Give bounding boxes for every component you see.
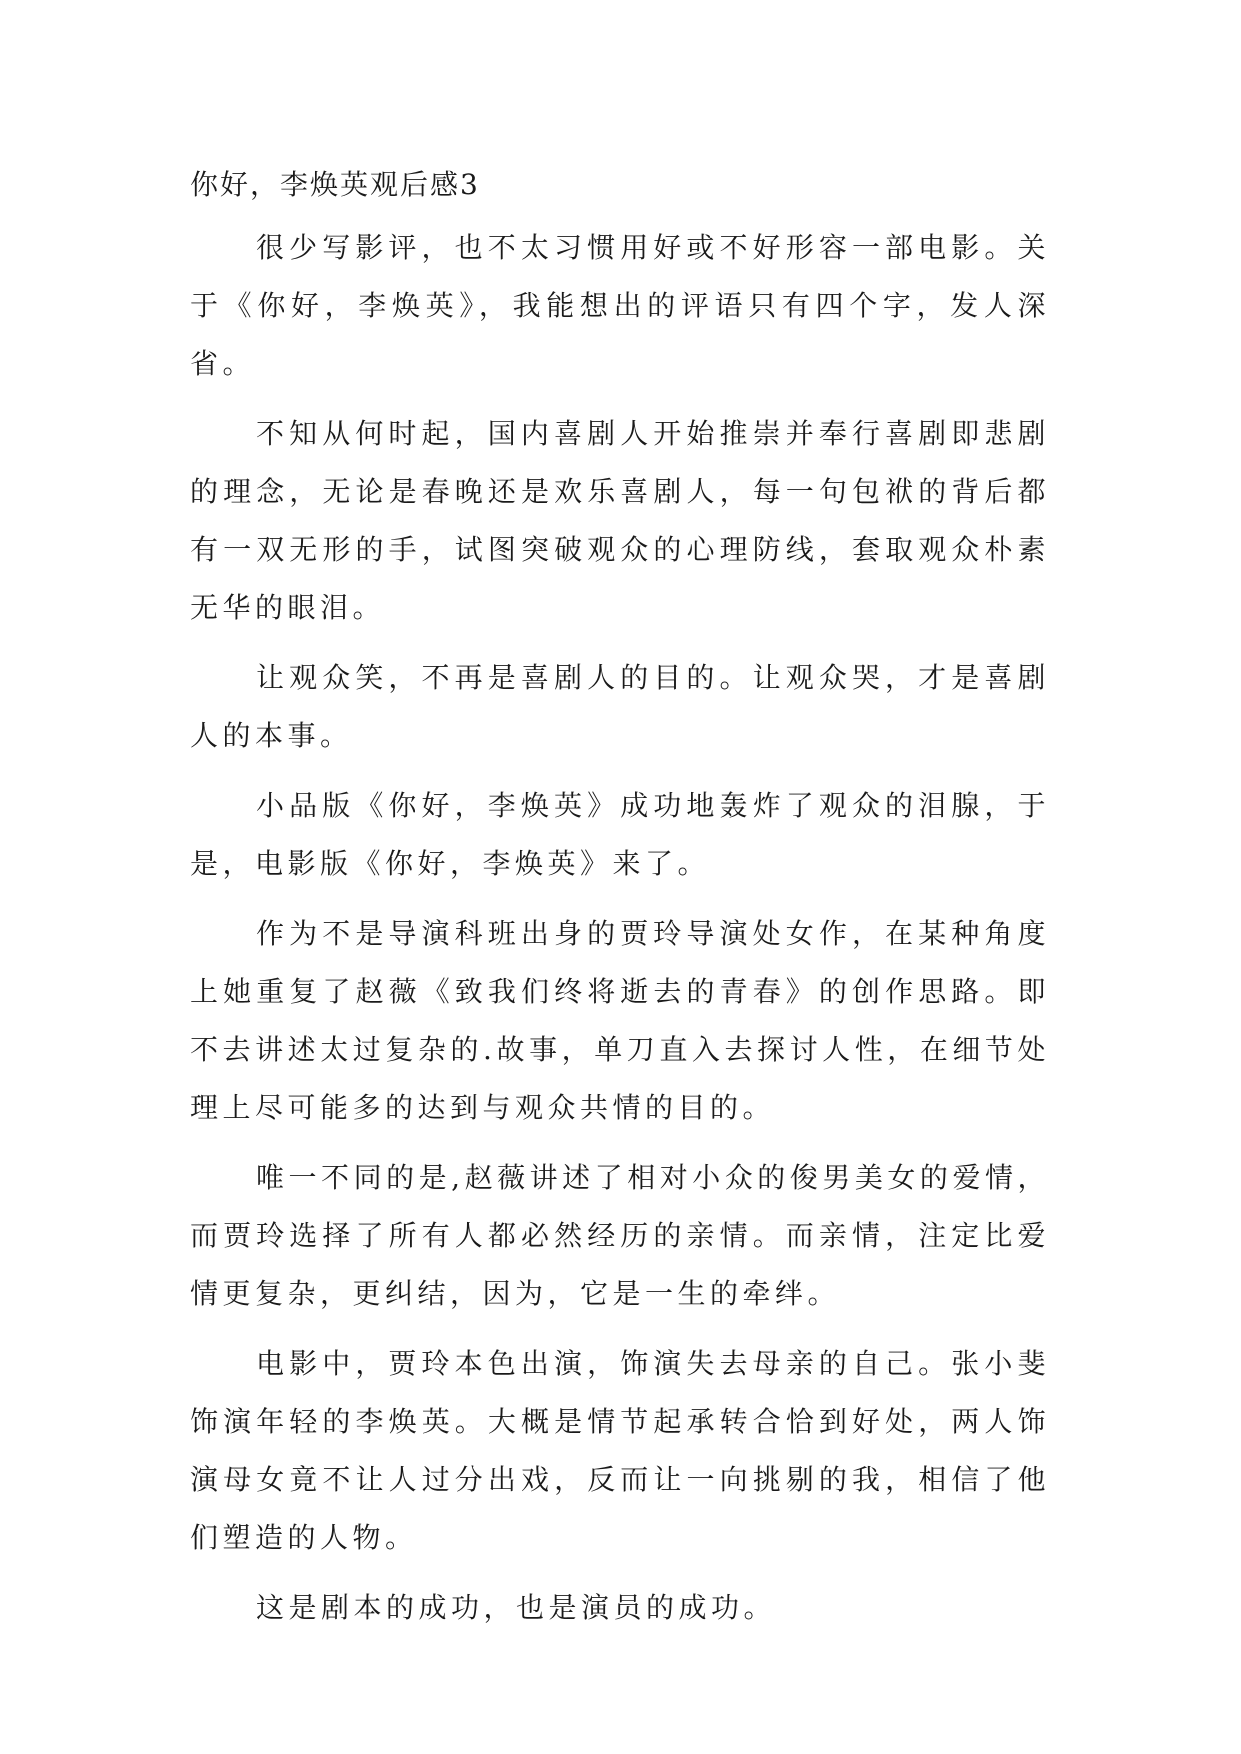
paragraph-5: 作为不是导演科班出身的贾玲导演处女作，在某种角度上她重复了赵薇《致我们终将逝去的青春》的创作思路。即不去讲述太过复杂的.故事，单刀直入去探讨人性，在细节处理上尽可能多的达到与观众共情的目的。 xyxy=(190,917,1050,1124)
paragraph-7: 电影中，贾玲本色出演，饰演失去母亲的自己。张小斐饰演年轻的李焕英。大概是情节起承转合恰到好处，两人饰演母女竟不让人过分出戏，反而让一向挑剔的我，相信了他们塑造的人物。 xyxy=(190,1347,1050,1554)
document-title: 你好，李焕英观后感3 xyxy=(190,168,480,201)
paragraph-8: 这是剧本的成功，也是演员的成功。 xyxy=(256,1591,777,1624)
paragraph-4: 小品版《你好，李焕英》成功地轰炸了观众的泪腺，于是，电影版《你好，李焕英》来了。 xyxy=(190,789,1050,880)
paragraph-6: 唯一不同的是,赵薇讲述了相对小众的俊男美女的爱情，而贾玲选择了所有人都必然经历的亲情。而亲情，注定比爱情更复杂，更纠结，因为，它是一生的牵绊。 xyxy=(190,1161,1050,1310)
paragraph-1: 很少写影评，也不太习惯用好或不好形容一部电影。关于《你好，李焕英》，我能想出的评语只有四个字，发人深省。 xyxy=(190,231,1050,380)
paragraph-3: 让观众笑，不再是喜剧人的目的。让观众哭，才是喜剧人的本事。 xyxy=(190,661,1050,752)
document-page xyxy=(190,165,1050,1649)
paragraph-2: 不知从何时起，国内喜剧人开始推崇并奉行喜剧即悲剧的理念，无论是春晚还是欢乐喜剧人，每一句包袱的背后都有一双无形的手，试图突破观众的心理防线，套取观众朴素无华的眼泪。 xyxy=(190,417,1050,624)
